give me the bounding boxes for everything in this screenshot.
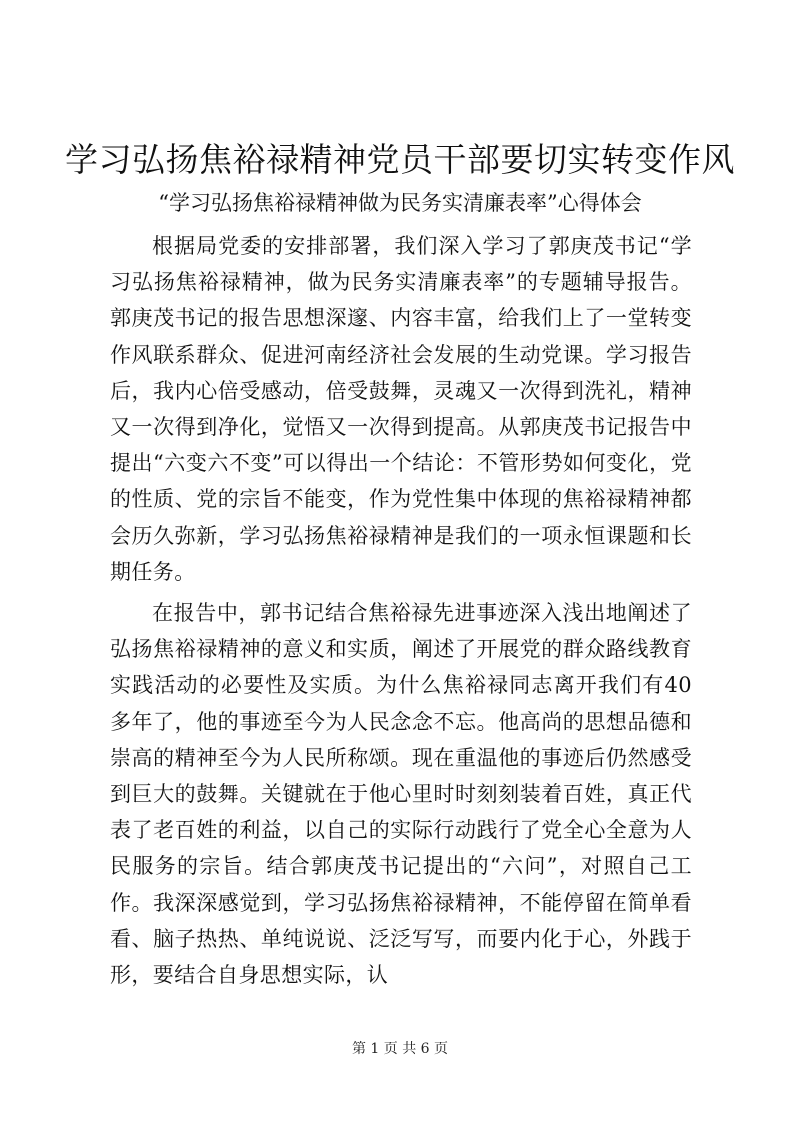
- paragraph: 根据局党委的安排部署，我们深入学习了郭庚茂书记“学习弘扬焦裕禄精神，做为民务实清廉表率”的专题辅导报告。郭庚茂书记的报告思想深邃、内容丰富，给我们上了一堂转变作风联系群众、促进河南经济社会发展的生动党课。学习报告后，我内心倍受感动，倍受鼓舞，灵魂又一次得到洗礼，精神又一次得到净化，觉悟又一次得到提高。从郭庚茂书记报告中提出“六变六不变”可以得出一个结论：不管形势如何变化，党的性质、党的宗旨不能变，作为党性集中体现的焦裕禄精神都会历久弥新，学习弘扬焦裕禄精神是我们的一项永恒课题和长期任务。: [110, 234, 692, 584]
- document-body: [110, 228, 692, 998]
- document-subtitle: “学习弘扬焦裕禄精神做为民务实清廉表率”心得体会: [158, 191, 642, 215]
- page-number-footer: 第 1 页 共 6 页: [351, 1041, 449, 1057]
- paragraph: 在报告中，郭书记结合焦裕禄先进事迹深入浅出地阐述了弘扬焦裕禄精神的意义和实质，阐述了开展党的群众路线教育实践活动的必要性及实质。为什么焦裕禄同志离开我们有40多年了，他的事迹至今为人民念念不忘。他高尚的思想品德和崇高的精神至今为人民所称颂。现在重温他的事迹后仍然感受到巨大的鼓舞。关键就在于他心里时时刻刻装着百姓，真正代表了老百姓的利益，以自己的实际行动践行了党全心全意为人民服务的宗旨。结合郭庚茂书记提出的“六问”，对照自己工作。我深深感觉到，学习弘扬焦裕禄精神，不能停留在简单看看、脑子热热、单纯说说、泛泛写写，而要内化于心，外践于形，要结合自身思想实际，认: [110, 601, 692, 988]
- document-title: 学习弘扬焦裕禄精神党员干部要切实转变作风: [65, 140, 735, 179]
